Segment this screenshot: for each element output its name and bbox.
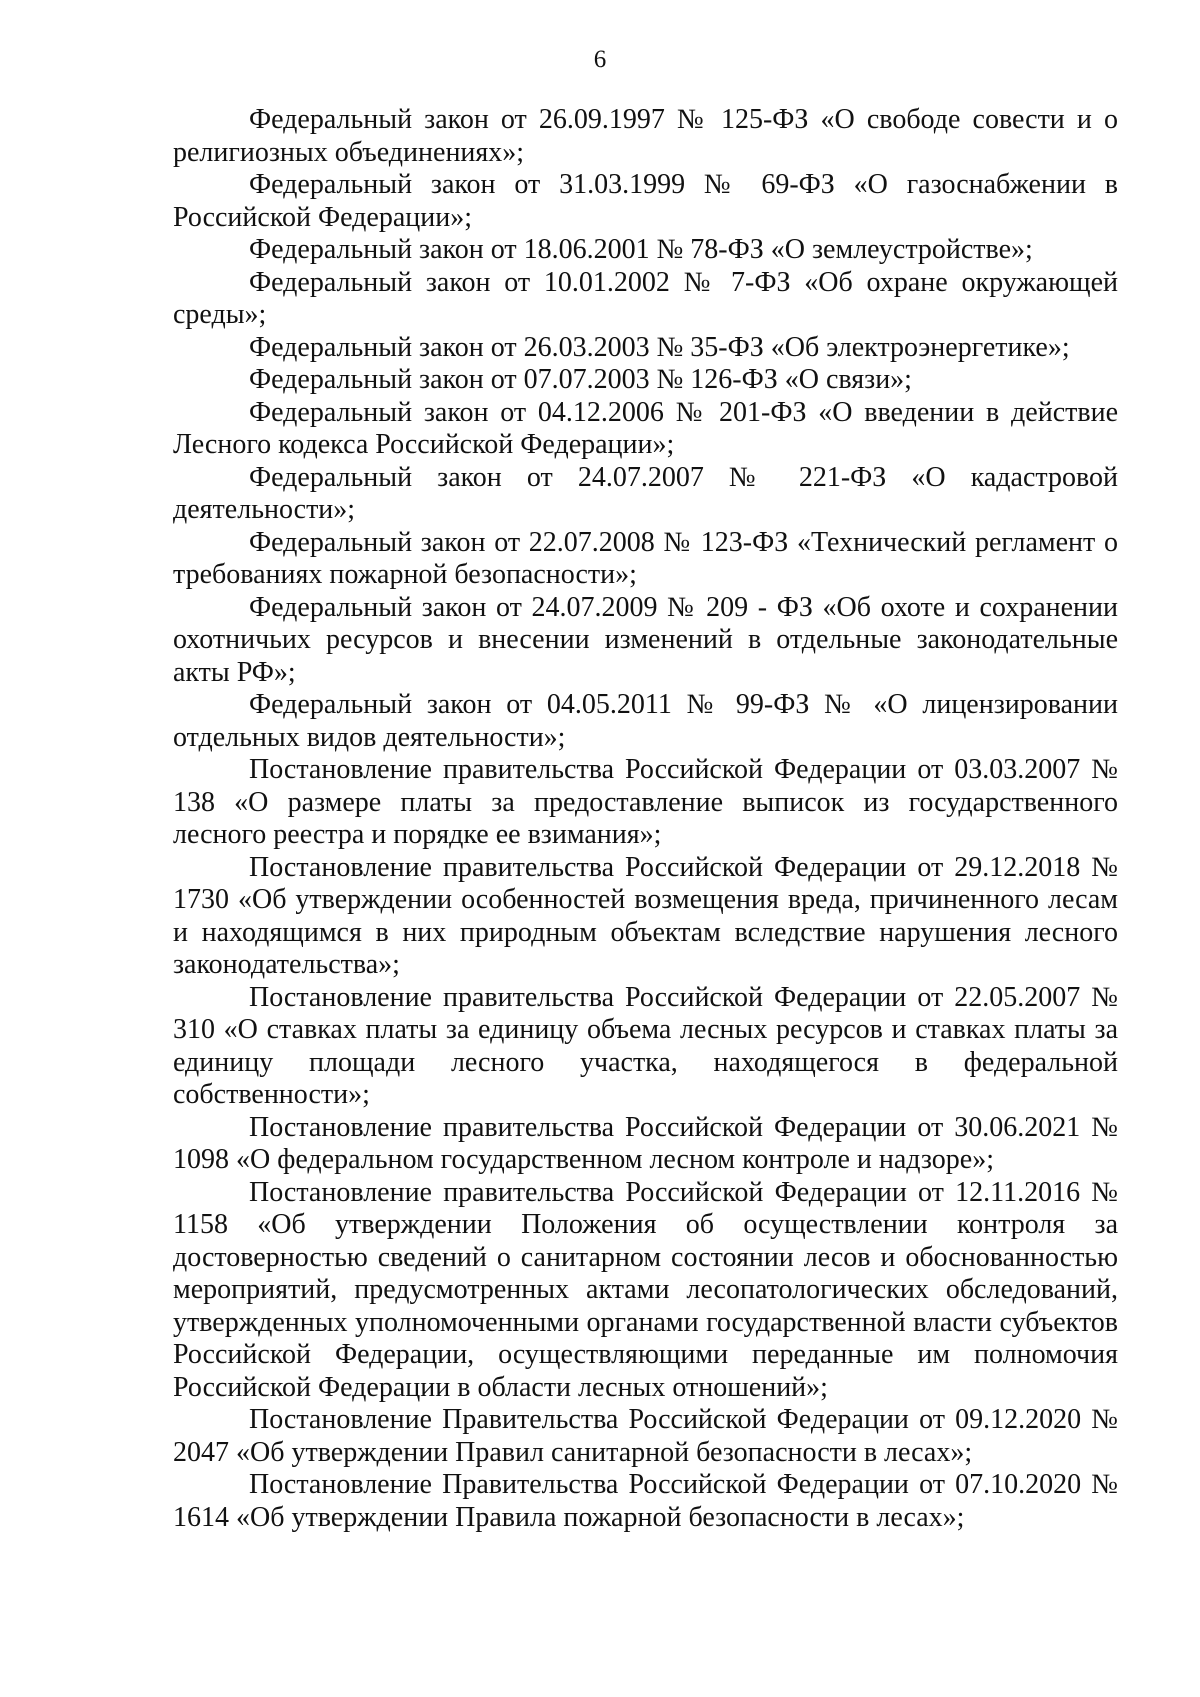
decree-paragraph-1: Постановление правительства Российской Федерации от 03.03.2007 № 138 «О размере платы за предоставление выписок из государственного лесного реестра и порядке ее взимания»; xyxy=(173,754,1118,850)
law-paragraph-11: Федеральный закон от 04.05.2011 № 99-ФЗ № «О лицензировании отдельных видов деятельности»; xyxy=(173,689,1118,753)
law-paragraph-1: Федеральный закон от 26.09.1997 № 125-ФЗ «О свободе совести и о религиозных объединениях»; xyxy=(173,104,1118,168)
law-paragraph-5: Федеральный закон от 26.03.2003 № 35-ФЗ «Об электроэнергетике»; xyxy=(249,331,1070,363)
decree-paragraph-3: Постановление правительства Российской Федерации от 22.05.2007 № 310 «О ставках платы за единицу объема лесных ресурсов и ставках платы за единицу площади лесного участка, находящегося в федеральной собственности»; xyxy=(173,981,1118,1110)
law-paragraph-4: Федеральный закон от 10.01.2002 № 7-ФЗ «Об охране окружающей среды»; xyxy=(173,266,1118,330)
page-number: 6 xyxy=(593,46,607,73)
decree-paragraph-2: Постановление правительства Российской Федерации от 29.12.2018 № 1730 «Об утверждении особенностей возмещения вреда, причиненного лесам и находящимся в них природным объектам вследствие нарушения лесного законодательства»; xyxy=(173,851,1118,980)
decree-paragraph-5: Постановление правительства Российской Федерации от 12.11.2016 № 1158 «Об утверждении Положения об осуществлении контроля за достоверностью сведений о санитарном состоянии лесов и обоснованностью мероприятий, предусмотренных актами лесопатологических обследований, утвержденных уполномоченными органами государственной власти субъектов Российской Федерации, осуществляющими переданные им полномочия Российской Федерации в области лесных отношений»; xyxy=(173,1176,1118,1403)
document-body xyxy=(173,104,1118,1534)
decree-paragraph-6: Постановление Правительства Российской Федерации от 09.12.2020 № 2047 «Об утверждении Правил санитарной безопасности в лесах»; xyxy=(173,1404,1118,1468)
law-paragraph-7: Федеральный закон от 04.12.2006 № 201-ФЗ «О введении в действие Лесного кодекса Российской Федерации»; xyxy=(173,396,1118,460)
law-paragraph-3: Федеральный закон от 18.06.2001 № 78-ФЗ «О землеустройстве»; xyxy=(249,234,1033,265)
law-paragraph-8: Федеральный закон от 24.07.2007 № 221-ФЗ «О кадастровой деятельности»; xyxy=(173,461,1118,525)
law-paragraph-6: Федеральный закон от 07.07.2003 № 126-ФЗ «О связи»; xyxy=(249,364,912,395)
law-paragraph-9: Федеральный закон от 22.07.2008 № 123-ФЗ «Технический регламент о требованиях пожарной безопасности»; xyxy=(173,526,1118,590)
decree-paragraph-7: Постановление Правительства Российской Федерации от 07.10.2020 № 1614 «Об утверждении Правила пожарной безопасности в лесах»; xyxy=(173,1469,1118,1533)
law-paragraph-2: Федеральный закон от 31.03.1999 № 69-ФЗ «О газоснабжении в Российской Федерации»; xyxy=(173,169,1118,233)
decree-paragraph-4: Постановление правительства Российской Федерации от 30.06.2021 № 1098 «О федеральном государственном лесном контроле и надзоре»; xyxy=(173,1111,1118,1175)
law-paragraph-10: Федеральный закон от 24.07.2009 № 209 - ФЗ «Об охоте и сохранении охотничьих ресурсов и внесении изменений в отдельные законодательные акты РФ»; xyxy=(173,591,1118,688)
